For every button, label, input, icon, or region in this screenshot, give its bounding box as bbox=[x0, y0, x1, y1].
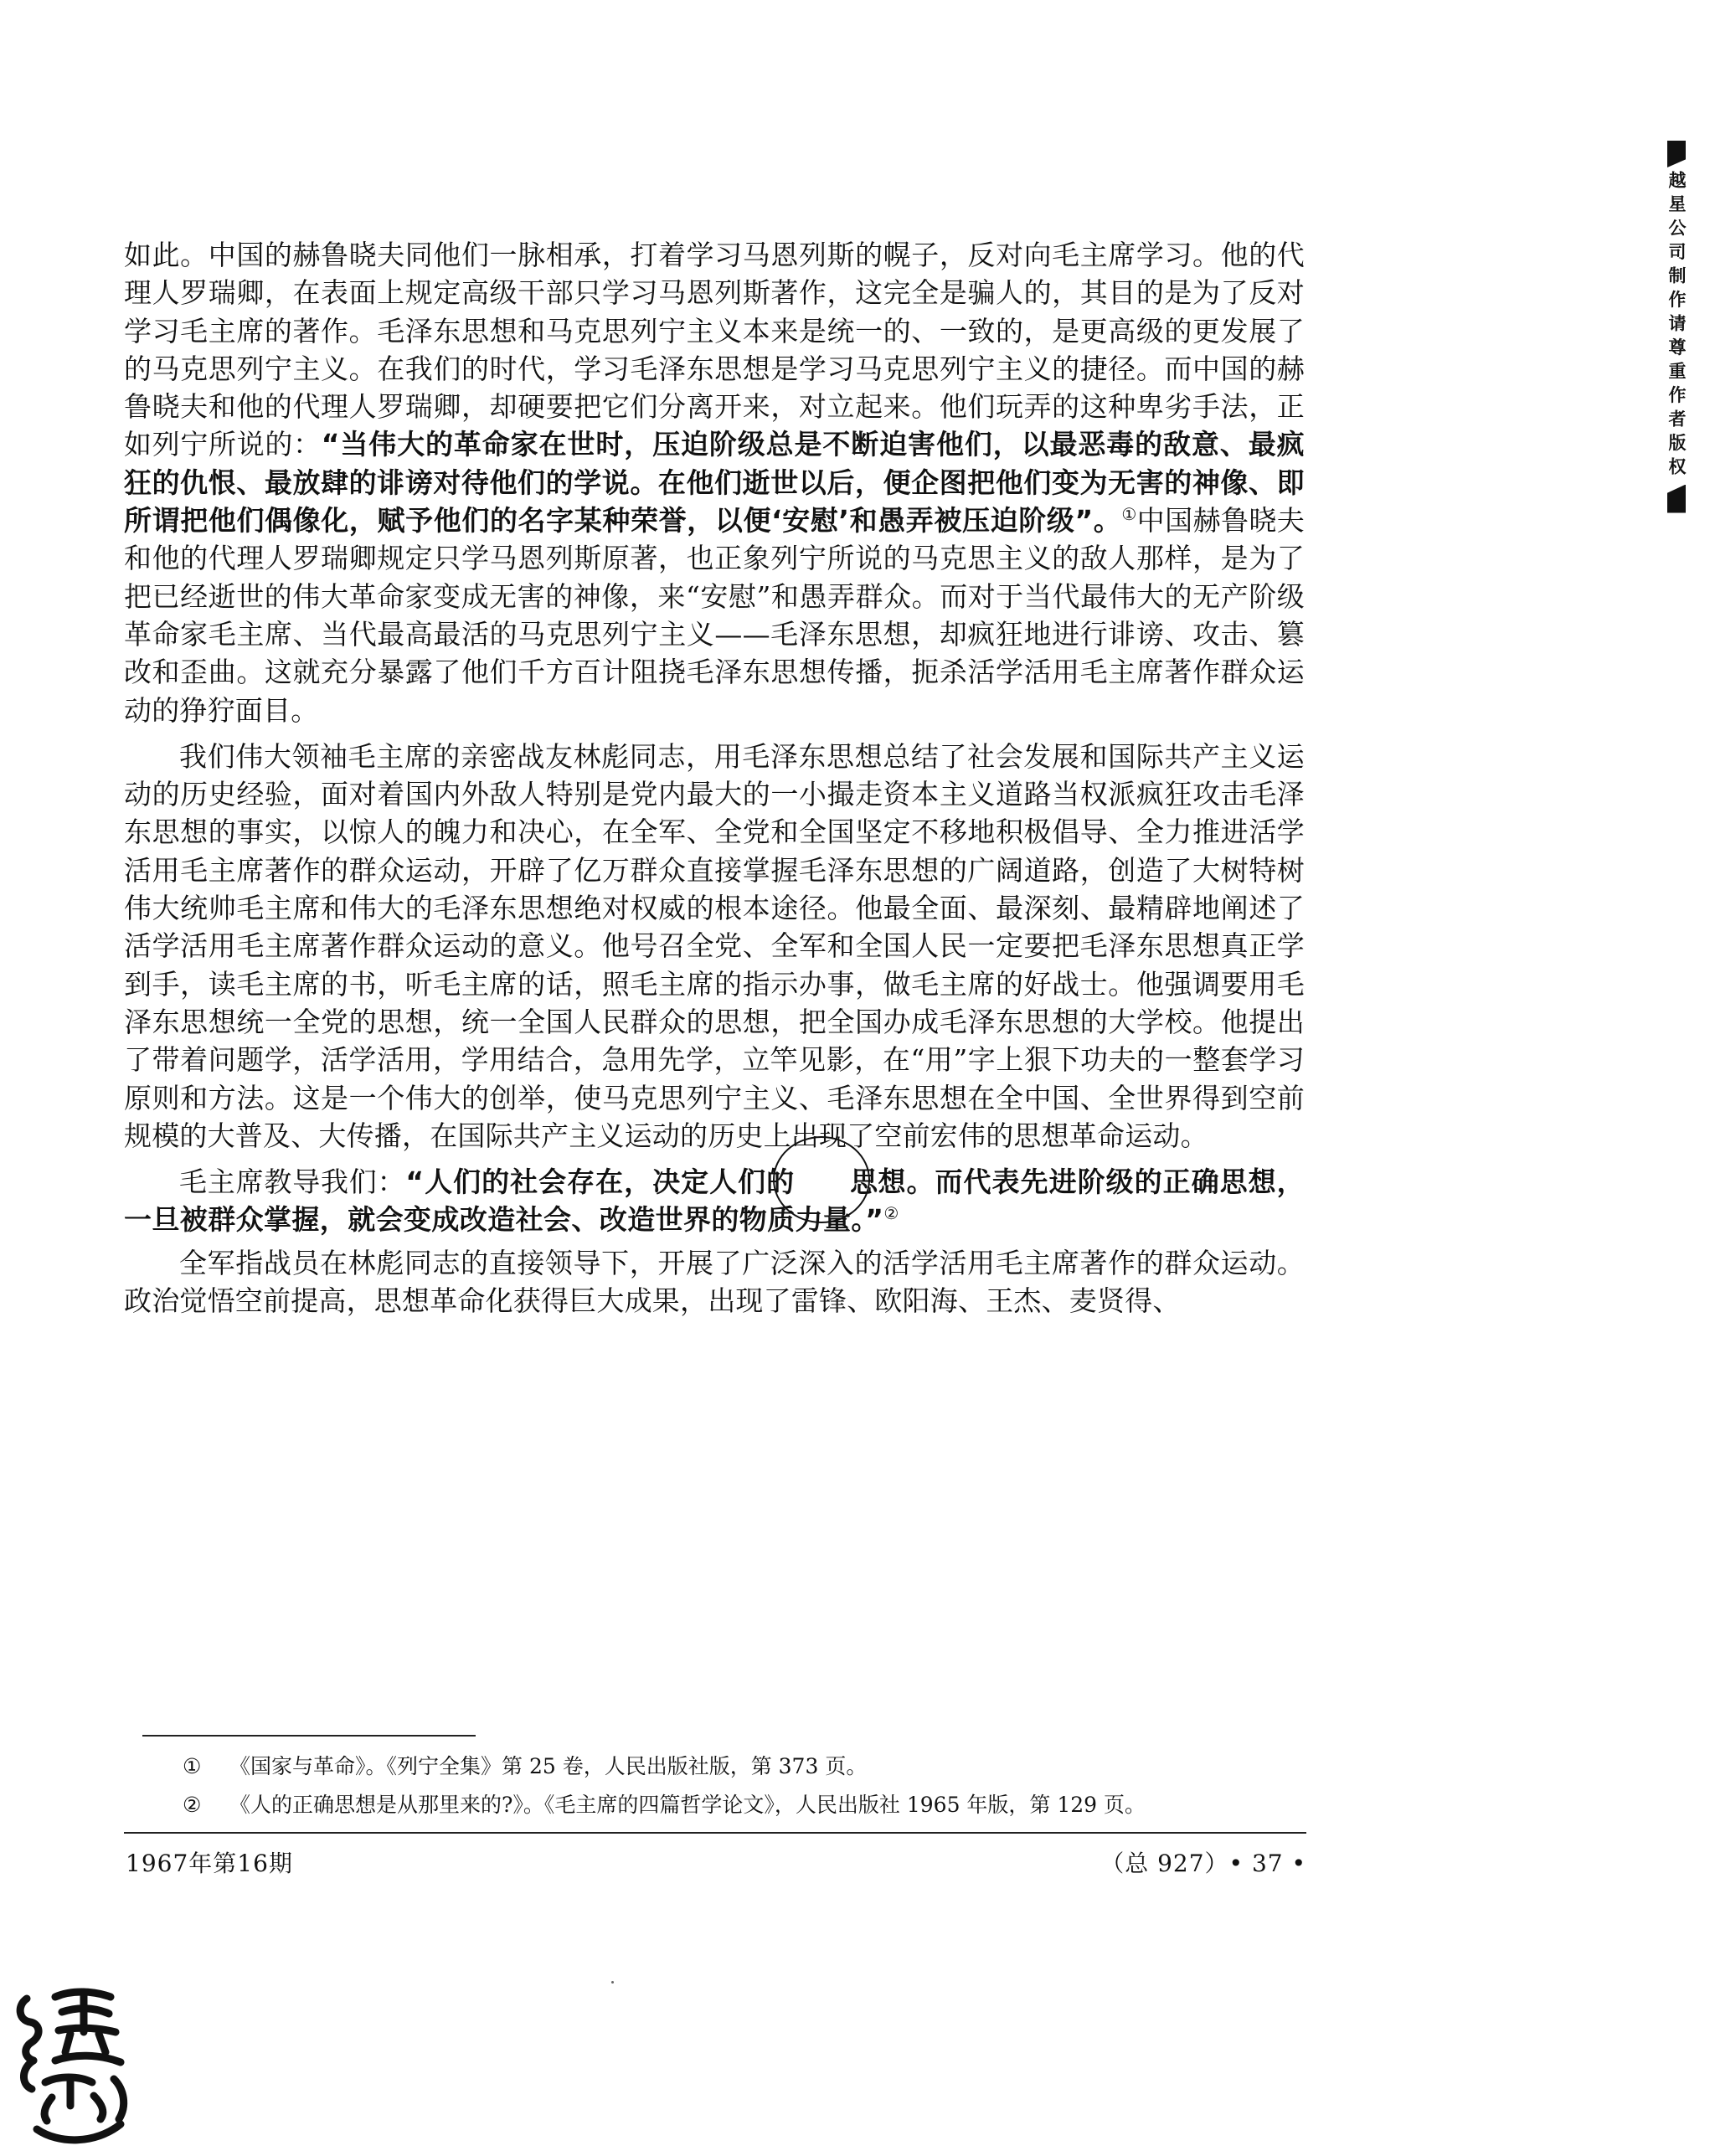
footnote-2-text: 《人的正确思想是从那里来的?》。《毛主席的四篇哲学论文》，人民出版社 1965 年版，第 129 页。 bbox=[229, 1793, 1146, 1817]
paragraph-4: 全军指战员在林彪同志的直接领导下，开展了广泛深入的活学活用毛主席著作的群众运动。政治觉悟空前提高，思想革命化获得巨大成果，出现了雷锋、欧阳海、王杰、麦贤得、 bbox=[124, 1246, 1305, 1318]
paragraph-2: 我们伟大领袖毛主席的亲密战友林彪同志，用毛泽东思想总结了社会发展和国际共产主义运动的历史经验，面对着国内外敌人特别是党内最大的一小撮走资本主义道路当权派疯狂攻击毛泽东思想的事实，以惊人的魄力和决心，在全军、全党和全国坚定不移地积极倡导、全力推进活学活用毛主席著作的群众运动，开辟了亿万群众直接掌握毛泽东思想的广阔道路，创造了大树特树伟大统帅毛主席和伟大的毛泽东思想绝对权威的根本途径。他最全面、最深刻、最精辟地阐述了活学活用毛主席著作群众运动的意义。他号召全党、全军和全国人民一定要把毛泽东思想真正学到手，读毛主席的书，听毛主席的话，照毛主席的指示办事，做毛主席的好战士。他强调要用毛泽东思想统一全党的思想，统一全国人民群众的思想，把全国办成毛泽东思想的大学校。他提出了带着问题学，活学活用，学用结合，急用先学，立竿见影，在“用”字上狠下功夫的一整套学习原则和方法。这是一个伟大的创举，使马克思列宁主义、毛泽东思想在全中国、全世界得到空前规模的大普及、大传播，在国际共产主义运动的历史上出现了空前宏伟的思想革命运动。 bbox=[124, 739, 1305, 1152]
copyright-notice-text: 越星公司制作请尊重作者版权 bbox=[1666, 171, 1687, 481]
page-number: （总 927）• 37 • bbox=[1100, 1850, 1306, 1877]
seal-logo bbox=[12, 1980, 137, 2152]
article-body bbox=[124, 236, 1305, 1328]
footnote-ref-1: ① bbox=[1121, 504, 1137, 525]
mao-quote-part-a: “人们的社会存在，决定人们的 bbox=[405, 1165, 796, 1199]
page-footer-rule bbox=[124, 1832, 1306, 1834]
paragraph-1 bbox=[124, 236, 1305, 729]
lenin-quote: “当伟大的革命家在世时，压迫阶级总是不断迫害他们，以最恶毒的敌意、最疯狂的仇恨、最放肆的诽谤对待他们的学说。在他们逝世以后，便企图把他们变为无害的神像、即所谓把他们偶像化，赋予他们的名字某种荣誉，以便‘安慰’和愚弄被压迫阶级”。 bbox=[124, 428, 1305, 538]
notice-top-bar bbox=[1667, 141, 1686, 167]
footnote-1-marker: ① bbox=[183, 1754, 202, 1778]
paragraph-1-text: 如此。中国的赫鲁晓夫同他们一脉相承，打着学习马恩列斯的幌子，反对向毛主席学习。他的代理人罗瑞卿，在表面上规定高级干部只学习马恩列斯著作，这完全是骗人的，其目的是为了反对学习毛主席的著作。毛泽东思想和马克思列宁主义本来是统一的、一致的，是更高级的更发展了的马克思列宁主义。在我们的时代，学习毛泽东思想是学习马克思列宁主义的捷径。而中国的赫鲁晓夫和他的代理人罗瑞卿，却硬要把它们分离开来，对立起来。他们玩弄的这种卑劣手法，正如列宁所说的： bbox=[124, 239, 1305, 461]
footnote-2 bbox=[183, 1788, 1296, 1822]
notice-bottom-bar bbox=[1667, 485, 1686, 513]
paragraph-3 bbox=[124, 1163, 1305, 1239]
paragraph-1-tail: 中国赫鲁晓夫和他的代理人罗瑞卿规定只学马恩列斯原著，也正象列宁所说的马克思主义的敌人那样，是为了把已经逝世的伟大革命家变成无害的神像，来“安慰”和愚弄群众。而对于当代最伟大的无产阶级革命家毛主席、当代最高最活的马克思列宁主义——毛泽东思想，却疯狂地进行诽谤、攻击、篡改和歪曲。这就充分暴露了他们千方百计阻挠毛泽东思想传播，扼杀活学活用毛主席著作群众运动的狰狞面目。 bbox=[124, 504, 1305, 727]
copyright-notice bbox=[1658, 141, 1695, 513]
seal-label: 陆少 bbox=[12, 1980, 13, 1981]
issue-label: 1967年第16期 bbox=[126, 1850, 293, 1877]
footnote-2-marker: ② bbox=[183, 1793, 202, 1817]
footnote-divider bbox=[142, 1735, 476, 1737]
footnote-1 bbox=[183, 1750, 1296, 1783]
footnote-ref-2: ② bbox=[883, 1203, 899, 1224]
mao-quote-part-b: 。而代表先进阶级的正确思想，一旦被群众掌握，就会变成改造社会、改造世界的物质力量。” bbox=[124, 1165, 1305, 1237]
footnote-1-text: 《国家与革命》。《列宁全集》第 25 卷，人民出版社版，第 373 页。 bbox=[229, 1754, 868, 1778]
circled-word: 思想 bbox=[795, 1163, 906, 1201]
paragraph-3-lead: 毛主席教导我们： bbox=[179, 1165, 406, 1199]
footnotes bbox=[183, 1750, 1296, 1827]
scan-speck bbox=[611, 1981, 614, 1984]
